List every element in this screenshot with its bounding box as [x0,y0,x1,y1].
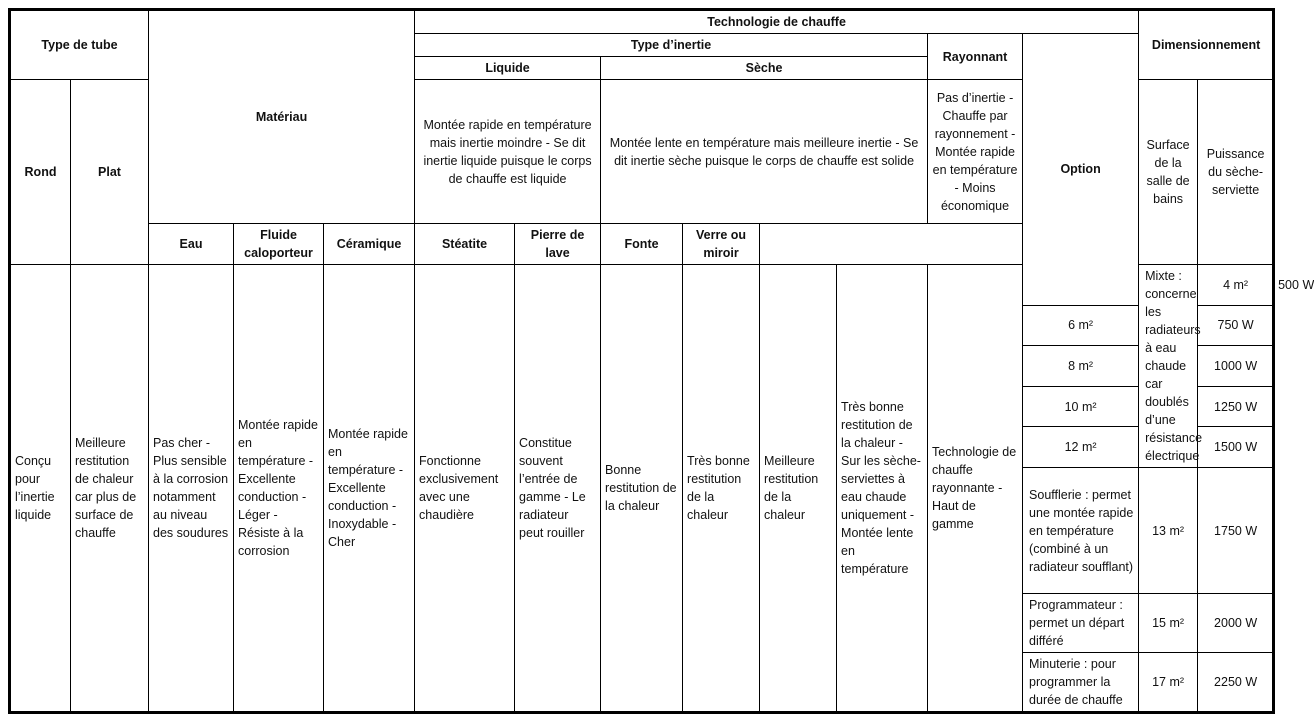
header-seche: Sèche [601,57,928,80]
header-option: Option [1023,34,1139,306]
cell-alu: Montée rapide en température - Excellente conduction - Léger - Résiste à la corrosion [234,265,324,713]
header-rond: Rond [10,80,71,265]
desc-liquide: Montée rapide en température mais inertie moindre - Se dit inertie liquide puisque le corps de chauffe est liquide [415,80,601,224]
surface-cell: 6 m² [1023,305,1139,346]
power-cell: 2250 W [1198,653,1274,713]
power-cell: 1750 W [1198,468,1274,594]
header-steatite: Stéatite [415,224,515,265]
desc-seche: Montée lente en température mais meilleure inertie - Se dit inertie sèche puisque le corps de chauffe est solide [601,80,928,224]
power-cell: 750 W [1198,305,1274,346]
header-rayonnant: Rayonnant [928,34,1023,80]
cell-plat: Meilleure restitution de chaleur car plus de surface de chauffe [71,265,149,713]
header-type-inertie: Type d’inertie [415,34,928,57]
cell-rond: Conçu pour l’inertie liquide [10,265,71,713]
header-pierre: Pierre de lave [515,224,601,265]
surface-cell: 13 m² [1139,468,1198,594]
header-surface: Surface de la salle de bains [1139,80,1198,265]
surface-cell: 10 m² [1023,386,1139,427]
cell-inox: Montée rapide en température - Excellente conduction - Inoxydable - Cher [324,265,415,713]
header-verre: Verre ou miroir [683,224,760,265]
cell-verre: Technologie de chauffe rayonnante - Haut de gamme [928,265,1023,713]
cell-fluide: Constitue souvent l’entrée de gamme - Le radiateur peut rouiller [515,265,601,713]
power-cell: 1500 W [1198,427,1274,468]
header-fluide: Fluide caloporteur [234,224,324,265]
power-cell: 1250 W [1198,386,1274,427]
cell-steatite: Très bonne restitution de la chaleur [683,265,760,713]
cell-ceramique: Bonne restitution de la chaleur [601,265,683,713]
option-mixte: Mixte : concerne les radiateurs à eau chaude car doublés d’une résistance électrique [1139,265,1198,468]
header-technologie: Technologie de chauffe [415,10,1139,34]
comparison-table-wrapper [8,8,1314,714]
cell-pierre: Meilleure restitution de la chaleur [760,265,837,713]
header-liquide: Liquide [415,57,601,80]
header-materiau: Matériau [149,10,415,224]
header-type-tube: Type de tube [10,10,149,80]
header-plat: Plat [71,80,149,265]
surface-cell: 12 m² [1023,427,1139,468]
option-soufflerie: Soufflerie : permet une montée rapide en température (combiné à un radiateur soufflant) [1023,468,1139,594]
option-programmateur: Programmateur : permet un départ différé [1023,594,1139,653]
surface-cell: 8 m² [1023,346,1139,387]
cell-acier: Pas cher - Plus sensible à la corrosion notamment au niveau des soudures [149,265,234,713]
comparison-table: Type de tube Matériau Technologie de chauffe Dimensionnement Type d’inertie Rayonnant Option Liquide Sèche Rond Plat Montée rapide en température mais inertie moindre - Se dit inertie liquide puisque le corps de chauffe est liquide Montée lente en température mais meilleure inertie - Se dit inertie sèche puisque le corps de chauffe est solide Pas d’inertie - Chauffe par rayonnement - Montée rapide en température - Moins économique Surface de la salle de bains Puissance du sèche-serviette Eau Fluide caloporteur Céramique Stéatite Pierre de lave Fonte Verre ou miroir Conçu pour l’inertie liquide Meilleure restitution de chaleur car plus de surface de chauffe Pas cher - Plus sensible à la corrosion notamment au niveau des soudures Montée rapide en température - Excellente conduction - Léger - Résiste à la corrosion Montée rapide en température - Excellente conduction - Inoxydable - Cher Fonctionne exclusivement avec une chaudière Constitue souvent l’entrée de gamme - Le radiateur peut rouiller Bonne restitution de la chaleur Très bonne restitution de la chaleur Meilleure restitution de la chaleur Très bonne restitution de la chaleur - Sur les sèche-serviettes à eau chaude uniquement - Montée lente en température Technologie de chauffe rayonnante - Haut de gamme Mixte : concerne les radiateurs à eau chaude car doublés d’une résistance électrique 4 m² 500 W 6 m² 750 W 8 m² 1000 W 10 m² 1250 W 12 m² 1500 W Soufflerie : permet une montée rapide en température (combiné à un radiateur soufflant) 13 m² 1750 W Programmateur : permet un départ différé 15 m² 2000 W Minuterie : pour programmer la durée de chauffe 17 m² 2250 W [8,8,1275,714]
header-dimensionnement: Dimensionnement [1139,10,1274,80]
surface-cell: 15 m² [1139,594,1198,653]
header-ceramique: Céramique [324,224,415,265]
cell-eau: Fonctionne exclusivement avec une chaudière [415,265,515,713]
header-eau: Eau [149,224,234,265]
desc-rayonnant: Pas d’inertie - Chauffe par rayonnement - Montée rapide en température - Moins économique [928,80,1023,224]
surface-cell: 17 m² [1139,653,1198,713]
power-cell: 2000 W [1198,594,1274,653]
surface-cell: 4 m² [1198,265,1274,306]
power-cell: 1000 W [1198,346,1274,387]
header-puissance: Puissance du sèche-serviette [1198,80,1274,265]
option-minuterie: Minuterie : pour programmer la durée de chauffe [1023,653,1139,713]
header-fonte: Fonte [601,224,683,265]
cell-fonte: Très bonne restitution de la chaleur - Sur les sèche-serviettes à eau chaude uniquement - Montée lente en température [837,265,928,713]
